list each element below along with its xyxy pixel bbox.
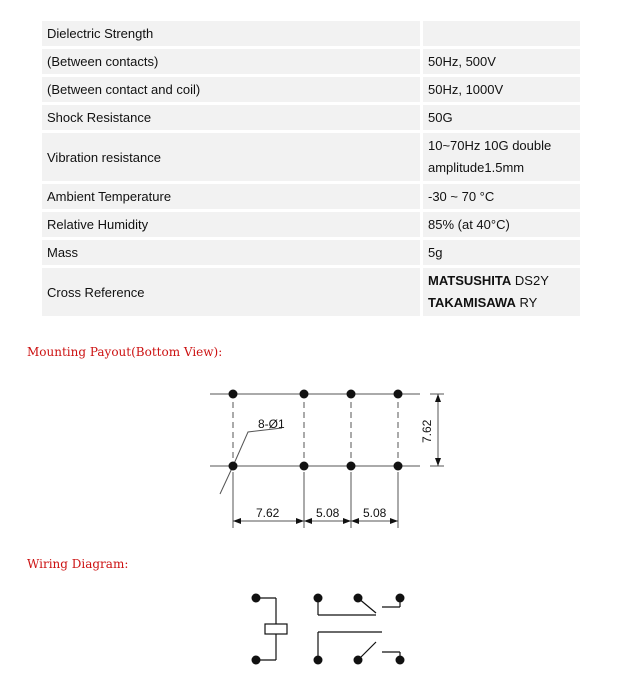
cross-ref-brand: TAKAMISAWA bbox=[428, 295, 516, 310]
cross-ref-model: DS2Y bbox=[511, 273, 549, 288]
spec-value: 5g bbox=[420, 240, 580, 265]
terminal-dot bbox=[314, 594, 323, 603]
mounting-hole bbox=[300, 462, 309, 471]
cross-ref-model: RY bbox=[515, 295, 538, 310]
hole-spec-label: 8-Ø1 bbox=[258, 417, 285, 431]
spec-label: Ambient Temperature bbox=[42, 184, 420, 209]
wiring-diagram bbox=[256, 598, 400, 660]
spec-value: 85% (at 40°C) bbox=[420, 212, 580, 237]
dimension-label: 5.08 bbox=[316, 506, 340, 520]
spec-value: -30 ~ 70 °C bbox=[420, 184, 580, 209]
spec-label: Dielectric Strength bbox=[42, 21, 420, 46]
dimension-label: 5.08 bbox=[363, 506, 387, 520]
terminal-dot bbox=[252, 656, 261, 665]
terminal-dot bbox=[354, 594, 363, 603]
vertical-dimension-label: 7.62 bbox=[420, 419, 434, 443]
coil-symbol bbox=[265, 624, 287, 634]
spec-label: Mass bbox=[42, 240, 420, 265]
terminal-dot bbox=[396, 594, 405, 603]
dimension-label: 7.62 bbox=[256, 506, 280, 520]
mounting-hole bbox=[229, 462, 238, 471]
mounting-hole bbox=[300, 390, 309, 399]
spec-label: Relative Humidity bbox=[42, 212, 420, 237]
terminal-dot bbox=[314, 656, 323, 665]
spec-value: 50Hz, 1000V bbox=[420, 77, 580, 102]
spec-label: (Between contacts) bbox=[42, 49, 420, 74]
mounting-hole bbox=[347, 462, 356, 471]
mounting-hole bbox=[394, 462, 403, 471]
spec-value: 50Hz, 500V bbox=[420, 49, 580, 74]
terminal-dot bbox=[252, 594, 261, 603]
mounting-hole bbox=[347, 390, 356, 399]
spec-label: Vibration resistance bbox=[42, 133, 420, 181]
spec-label: Shock Resistance bbox=[42, 105, 420, 130]
spec-value-line: amplitude1.5mm bbox=[428, 160, 525, 175]
mounting-hole bbox=[229, 390, 238, 399]
hole-leader-line bbox=[220, 428, 282, 494]
spec-value-line: 10~70Hz 10G double bbox=[428, 138, 552, 153]
mounting-layout-heading: Mounting Payout(Bottom View): bbox=[27, 345, 223, 359]
wiring-diagram-heading: Wiring Diagram: bbox=[27, 557, 129, 571]
terminal-dot bbox=[354, 656, 363, 665]
mounting-hole bbox=[394, 390, 403, 399]
terminal-dot bbox=[396, 656, 405, 665]
spec-label: (Between contact and coil) bbox=[42, 77, 420, 102]
spec-label: Cross Reference bbox=[42, 268, 420, 316]
cross-ref-brand: MATSUSHITA bbox=[428, 273, 512, 288]
spec-value: 50G bbox=[420, 105, 580, 130]
